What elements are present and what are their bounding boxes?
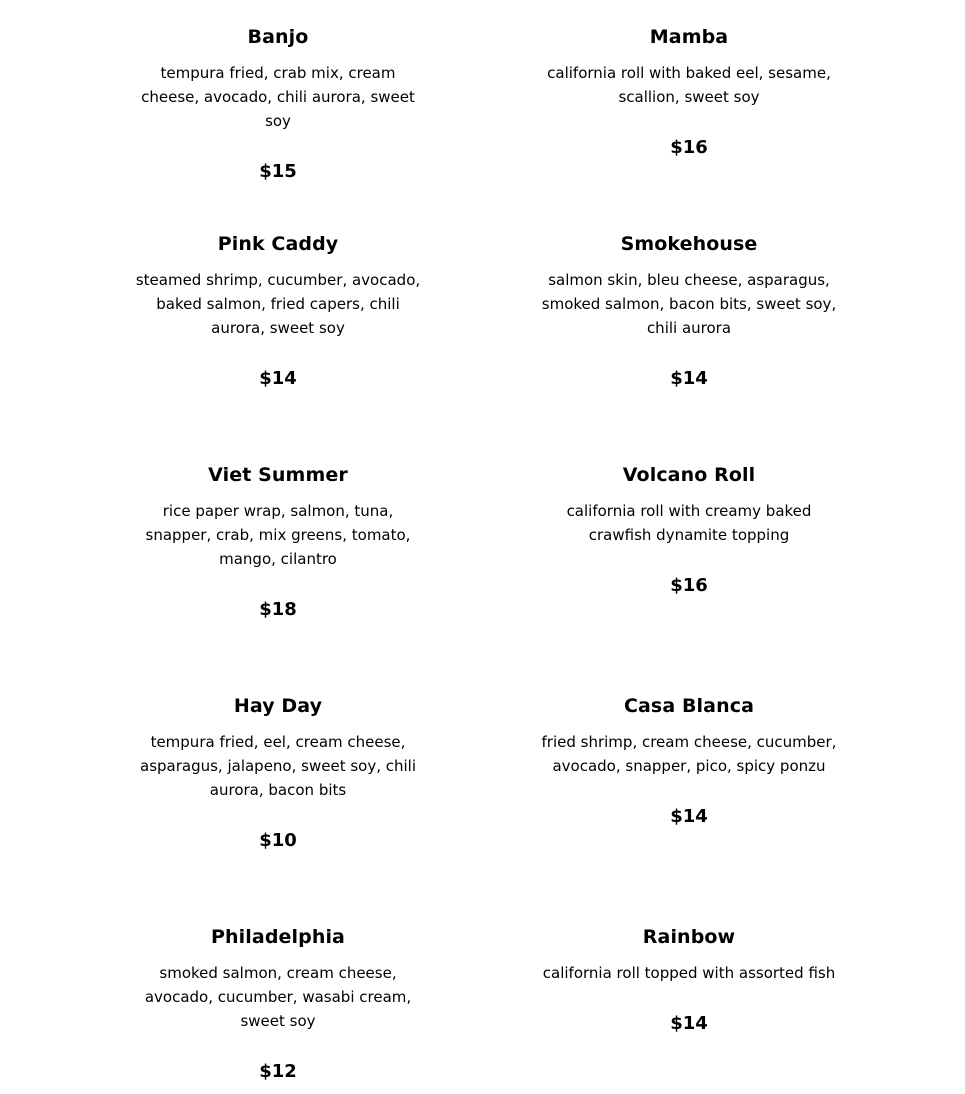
item-description: rice paper wrap, salmon, tuna, snapper, crab, mix greens, tomato, mango, cilantro xyxy=(145,502,411,568)
menu-item-rainbow xyxy=(539,924,839,1037)
item-price: $15 xyxy=(259,161,297,182)
item-description: smoked salmon, cream cheese, avocado, cucumber, wasabi cream, sweet soy xyxy=(144,964,412,1030)
item-price: $16 xyxy=(670,575,708,596)
item-price: $16 xyxy=(670,137,708,158)
item-price: $18 xyxy=(259,599,297,620)
item-name: Philadelphia xyxy=(211,926,345,948)
menu-item-viet-summer xyxy=(128,462,428,623)
menu-item-mamba xyxy=(539,24,839,161)
item-price: $10 xyxy=(259,830,297,851)
item-price: $14 xyxy=(670,368,708,389)
menu-item-casa-blanca xyxy=(539,693,839,830)
item-name: Smokehouse xyxy=(620,233,758,255)
item-description: tempura fried, eel, cream cheese, asparagus, jalapeno, sweet soy, chili aurora, bacon bits xyxy=(140,733,416,799)
item-name: Volcano Roll xyxy=(622,464,756,486)
item-name: Mamba xyxy=(649,26,729,48)
item-description: california roll with baked eel, sesame, scallion, sweet soy xyxy=(547,64,831,106)
item-description: california roll with creamy baked crawfish dynamite topping xyxy=(566,502,812,544)
item-description: fried shrimp, cream cheese, cucumber, avocado, snapper, pico, spicy ponzu xyxy=(541,733,837,775)
item-price: $14 xyxy=(670,806,708,827)
item-name: Banjo xyxy=(247,26,309,48)
menu-item-pink-caddy xyxy=(128,231,428,392)
item-name: Hay Day xyxy=(233,695,323,717)
menu-item-hay-day xyxy=(128,693,428,854)
item-name: Pink Caddy xyxy=(217,233,339,255)
item-description: salmon skin, bleu cheese, asparagus, smoked salmon, bacon bits, sweet soy, chili aurora xyxy=(541,271,837,337)
item-description: steamed shrimp, cucumber, avocado, baked salmon, fried capers, chili aurora, sweet soy xyxy=(135,271,421,337)
item-name: Rainbow xyxy=(642,926,736,948)
item-price: $14 xyxy=(670,1013,708,1034)
item-description: tempura fried, crab mix, cream cheese, avocado, chili aurora, sweet soy xyxy=(141,64,415,130)
menu-item-volcano-roll xyxy=(539,462,839,599)
item-price: $14 xyxy=(259,368,297,389)
item-name: Casa Blanca xyxy=(623,695,755,717)
item-description: california roll topped with assorted fish xyxy=(542,964,836,982)
item-price: $12 xyxy=(259,1061,297,1082)
menu-item-banjo xyxy=(128,24,428,185)
menu-item-smokehouse xyxy=(539,231,839,392)
item-name: Viet Summer xyxy=(208,464,348,486)
menu-item-philadelphia xyxy=(128,924,428,1085)
